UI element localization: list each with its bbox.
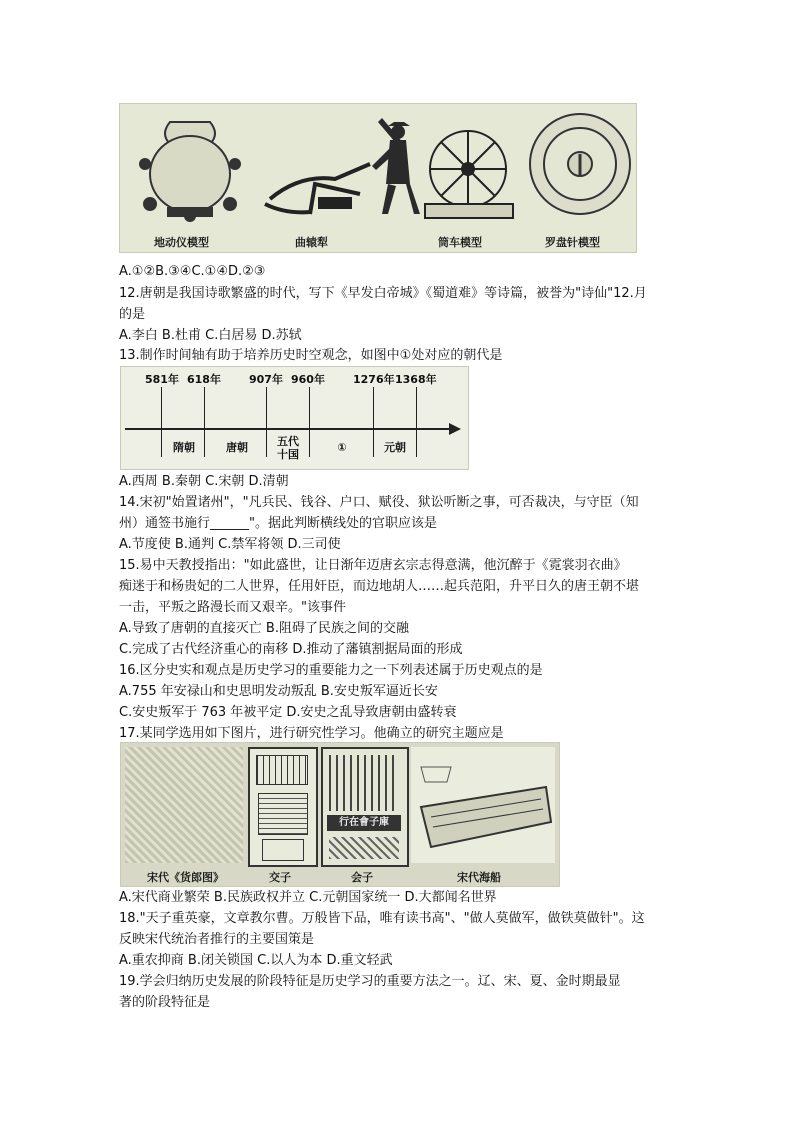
caption-curved-plow: 曲辕犁 <box>295 236 328 249</box>
timeline-year: 581年 <box>145 373 179 386</box>
q15-stem-line3: 一击，平叛之路漫长而又艰辛。"该事件 <box>119 600 346 615</box>
q11-options: A.①②B.③④C.①④D.②③ <box>119 264 266 279</box>
seismograph-model-icon <box>140 122 240 221</box>
caption-seismograph: 地动仪模型 <box>154 236 209 249</box>
timeline-year: 907年 <box>249 373 283 386</box>
timeline-label-blank: ① <box>337 441 347 454</box>
caption-water-wheel: 筒车模型 <box>438 236 482 249</box>
q12-options: A.李白 B.杜甫 C.白居易 D.苏轼 <box>119 328 302 343</box>
caption-huolang-painting: 宋代《货郎图》 <box>147 871 224 884</box>
q18-stem-line2: 反映宋代统治者推行的主要国策是 <box>119 932 315 947</box>
curved-plow-icon <box>265 164 370 214</box>
caption-jiaozi: 交子 <box>269 871 291 884</box>
timeline-label-sui: 隋朝 <box>173 441 195 454</box>
q13-options: A.西周 B.秦朝 C.宋朝 D.清朝 <box>119 474 289 489</box>
q15-stem-line1: 15.易中天教授指出："如此盛世，让日渐年迈唐玄宗志得意满，他沉醉于《霓裳羽衣曲》 <box>119 558 627 573</box>
q15-options-line2: C.完成了古代经济重心的南移 D.推动了藩镇割据局面的形成 <box>119 642 463 657</box>
timeline-year: 1276年 <box>353 373 395 386</box>
caption-compass: 罗盘针模型 <box>545 236 600 249</box>
inventions-figure <box>119 103 637 253</box>
jiaozi-banknote <box>248 747 318 867</box>
q12-stem-line1: 12.唐朝是我国诗歌繁盛的时代，写下《早发白帝城》《蜀道难》等诗篇，被誉为"诗仙"12.月 <box>119 286 647 301</box>
timeline-year: 618年 <box>187 373 221 386</box>
q19-stem-line1: 19.学会归纳历史发展的阶段特征是历史学习的重要方法之一。辽、宋、夏、金时期最显 <box>119 974 621 989</box>
timeline-label-tang: 唐朝 <box>226 441 248 454</box>
huizi-stamp: 行在會子庫 <box>327 815 401 831</box>
huizi-banknote <box>321 747 409 867</box>
q19-stem-line2: 著的阶段特征是 <box>119 995 211 1010</box>
q12-stem-line2: 的是 <box>119 307 146 322</box>
timeline-year: 960年 <box>291 373 325 386</box>
q13-stem: 13.制作时间轴有助于培养历史时空观念，如图中①处对应的朝代是 <box>119 348 503 363</box>
q18-stem-line1: 18."天子重英豪，文章教尔曹。万般皆下品，唯有读书高"、"做人莫做军，做铁莫做针"。这 <box>119 911 645 926</box>
timeline-label-five-dynasties: 五代十国 <box>277 435 299 461</box>
timeline-axis <box>125 428 451 430</box>
song-commerce-figure <box>120 742 560 887</box>
q17-stem: 17.某同学选用如下图片，进行研究性学习。他确立的研究主题应是 <box>119 726 504 741</box>
song-ship-image <box>411 747 555 863</box>
water-wheel-model-icon <box>425 131 513 218</box>
caption-huizi: 会子 <box>351 871 373 884</box>
farmer-figure-icon <box>372 118 420 214</box>
q16-stem: 16.区分史实和观点是历史学习的重要能力之一下列表述属于历史观点的是 <box>119 663 543 678</box>
compass-model-icon <box>530 114 630 214</box>
q18-options: A.重农抑商 B.闭关锁国 C.以人为本 D.重文轻武 <box>119 953 393 968</box>
q16-options-line1: A.755 年安禄山和史思明发动叛乱 B.安史叛军逼近长安 <box>119 684 438 699</box>
timeline-year: 1368年 <box>395 373 437 386</box>
q15-options-line1: A.导致了唐朝的直接灭亡 B.阻碍了民族之间的交融 <box>119 621 409 636</box>
q14-stem-line2: 州）通签书施行______"。据此判断横线处的官职应该是 <box>119 516 437 531</box>
q16-options-line2: C.安史叛军于 763 年被平定 D.安史之乱导致唐朝由盛转衰 <box>119 705 457 720</box>
q17-options: A.宋代商业繁荣 B.民族政权并立 C.元朝国家统一 D.大都闻名世界 <box>119 890 497 905</box>
caption-song-ship: 宋代海船 <box>457 871 501 884</box>
dynasty-timeline <box>120 366 469 470</box>
huolang-painting <box>125 747 243 863</box>
q14-stem-line1: 14.宋初"始置诸州"，"凡兵民、钱谷、户口、赋役、狱讼听断之事，可否裁决，与守臣（知 <box>119 495 639 510</box>
q14-options: A.节度使 B.通判 C.禁军将领 D.三司使 <box>119 537 341 552</box>
q15-stem-line2: 痴迷于和杨贵妃的二人世界，任用奸臣，而边地胡人……起兵范阳，升平日久的唐王朝不堪 <box>119 579 640 594</box>
timeline-arrow-icon <box>449 423 461 435</box>
inventions-illustration <box>120 104 636 252</box>
timeline-label-yuan: 元朝 <box>384 441 406 454</box>
